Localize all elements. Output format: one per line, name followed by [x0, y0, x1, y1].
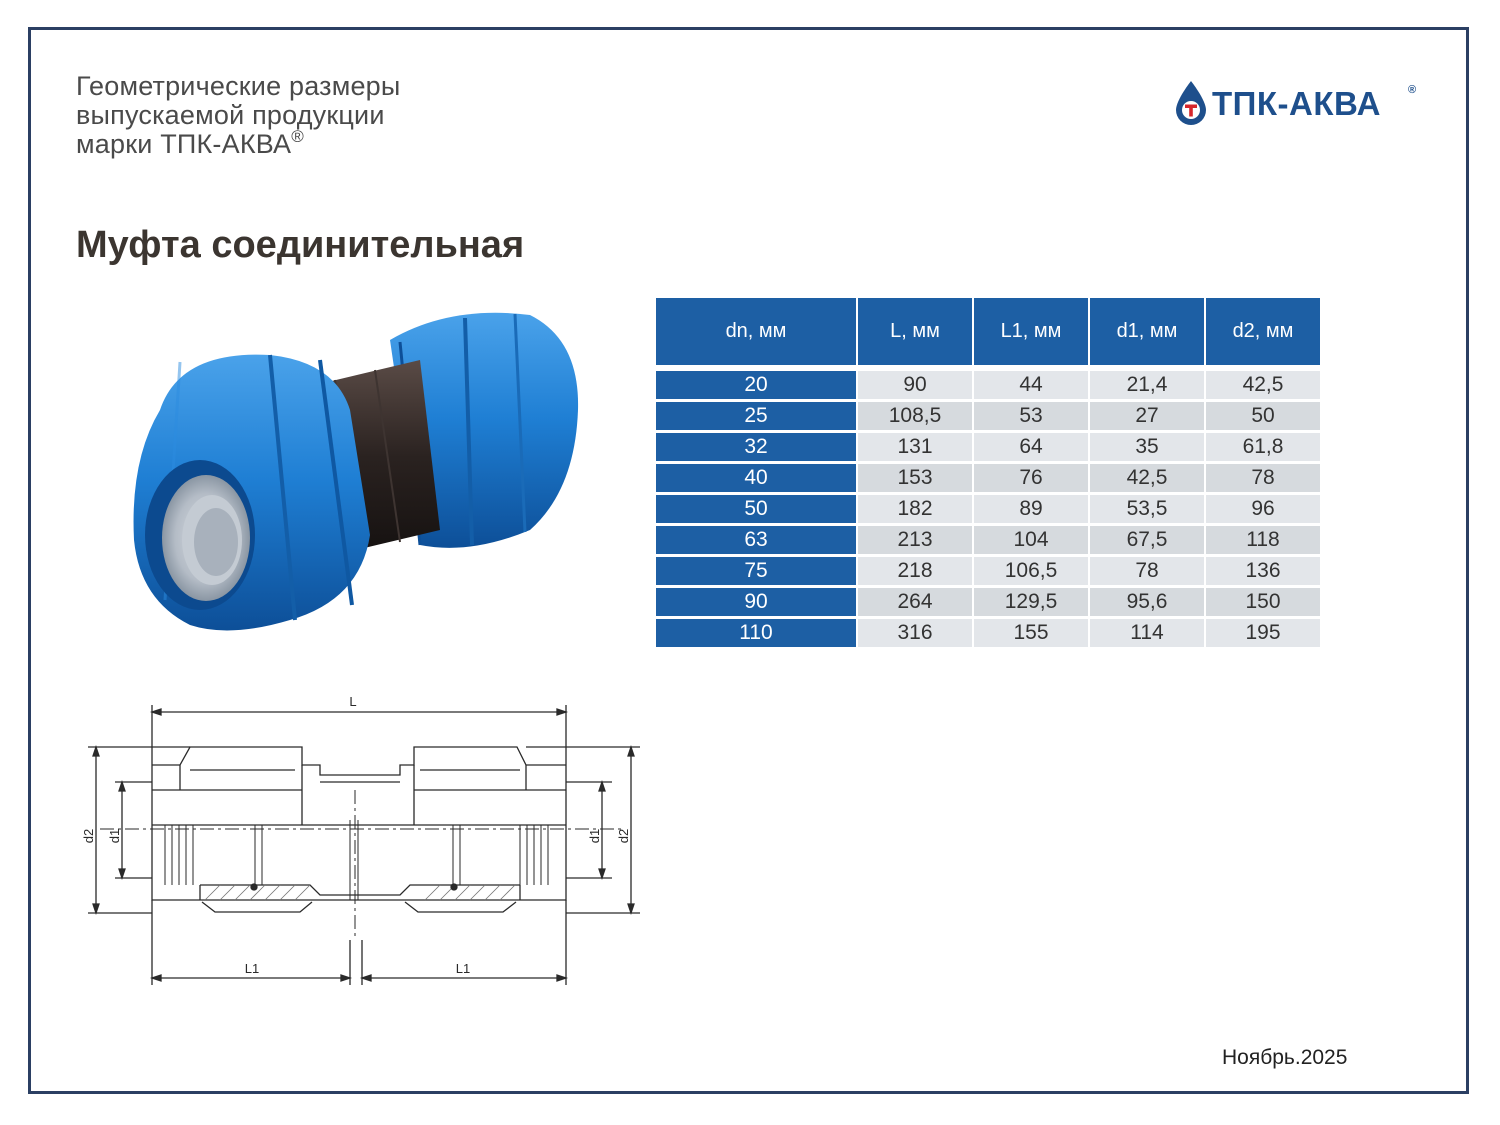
- product-title: Муфта соединительная: [76, 224, 525, 266]
- subtitle-line-1: Геометрические размеры: [76, 71, 401, 101]
- cell-dn: 110: [656, 619, 856, 647]
- cell-L1: 89: [974, 495, 1088, 523]
- cell-d2: 136: [1206, 557, 1320, 585]
- footer-date: Ноябрь.2025: [1222, 1046, 1348, 1069]
- cell-d1: 95,6: [1090, 588, 1204, 616]
- cell-d1: 53,5: [1090, 495, 1204, 523]
- cell-dn: 32: [656, 433, 856, 461]
- logo-registered-mark: ®: [1408, 84, 1417, 96]
- cell-d2: 42,5: [1206, 368, 1320, 399]
- table-row: [656, 368, 1320, 399]
- label-L: L: [349, 694, 357, 709]
- cell-d1: 42,5: [1090, 464, 1204, 492]
- cell-L: 90: [858, 368, 972, 399]
- header-L: L, мм: [858, 298, 972, 365]
- water-drop-icon: [1174, 80, 1208, 126]
- technical-drawing: [80, 690, 650, 990]
- label-d1-right: d1: [587, 828, 602, 844]
- table-row: [656, 464, 1320, 492]
- cell-L1: 106,5: [974, 557, 1088, 585]
- cell-d1: 67,5: [1090, 526, 1204, 554]
- cell-d2: 96: [1206, 495, 1320, 523]
- table-row: [656, 495, 1320, 523]
- cell-d2: 78: [1206, 464, 1320, 492]
- cell-L1: 44: [974, 368, 1088, 399]
- cell-L: 213: [858, 526, 972, 554]
- table-header-row: [656, 298, 1320, 365]
- table-row: [656, 588, 1320, 616]
- label-d2-right: d2: [616, 828, 631, 844]
- cell-L: 316: [858, 619, 972, 647]
- cell-L1: 155: [974, 619, 1088, 647]
- cell-d2: 50: [1206, 402, 1320, 430]
- cell-dn: 25: [656, 402, 856, 430]
- cell-d1: 21,4: [1090, 368, 1204, 399]
- subtitle-line-3: [76, 127, 596, 159]
- product-photo: [120, 300, 590, 645]
- document-subtitle: [76, 72, 596, 159]
- logo-text: ТПК-АКВА: [1212, 85, 1381, 122]
- cell-d2: 61,8: [1206, 433, 1320, 461]
- label-L1-right: L1: [455, 961, 471, 976]
- label-L1-left: L1: [244, 961, 260, 976]
- header-d1: d1, мм: [1090, 298, 1204, 365]
- label-d1-left: d1: [107, 828, 122, 844]
- cell-dn: 90: [656, 588, 856, 616]
- table-row: [656, 619, 1320, 647]
- cell-dn: 40: [656, 464, 856, 492]
- subtitle-line-3-text: марки ТПК-АКВА: [76, 129, 292, 159]
- table-row: [656, 402, 1320, 430]
- cell-dn: 63: [656, 526, 856, 554]
- cell-L1: 129,5: [974, 588, 1088, 616]
- dimensions-table: [654, 295, 1322, 650]
- header-d2: d2, мм: [1206, 298, 1320, 365]
- cell-dn: 20: [656, 368, 856, 399]
- cell-L: 182: [858, 495, 972, 523]
- cell-L: 218: [858, 557, 972, 585]
- cell-L1: 53: [974, 402, 1088, 430]
- table-row: [656, 557, 1320, 585]
- cell-dn: 75: [656, 557, 856, 585]
- cell-L: 264: [858, 588, 972, 616]
- cell-d1: 114: [1090, 619, 1204, 647]
- subtitle-registered-mark: ®: [291, 127, 305, 146]
- header-dn: dn, мм: [656, 298, 856, 365]
- cell-L1: 104: [974, 526, 1088, 554]
- cell-d2: 150: [1206, 588, 1320, 616]
- cell-L: 131: [858, 433, 972, 461]
- cell-d1: 27: [1090, 402, 1204, 430]
- cell-L1: 64: [974, 433, 1088, 461]
- cell-L: 153: [858, 464, 972, 492]
- dimensions-table-wrapper: [656, 298, 1320, 647]
- table-row: [656, 526, 1320, 554]
- label-d2-left: d2: [81, 828, 96, 844]
- cell-L1: 76: [974, 464, 1088, 492]
- cell-dn: 50: [656, 495, 856, 523]
- cell-L: 108,5: [858, 402, 972, 430]
- cell-d2: 195: [1206, 619, 1320, 647]
- subtitle-line-2: выпускаемой продукции: [76, 100, 385, 130]
- cell-d1: 78: [1090, 557, 1204, 585]
- cell-d1: 35: [1090, 433, 1204, 461]
- brand-logo: [1174, 80, 1424, 128]
- table-row: [656, 433, 1320, 461]
- header-L1: L1, мм: [974, 298, 1088, 365]
- cell-d2: 118: [1206, 526, 1320, 554]
